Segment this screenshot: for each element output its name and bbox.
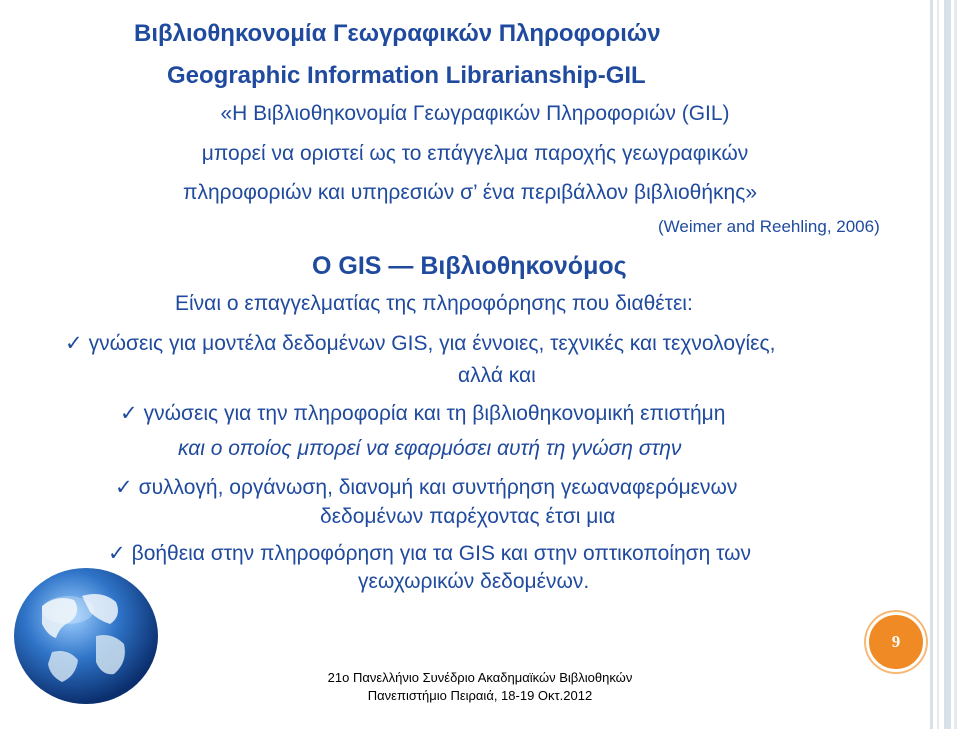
bullet-text: βοήθεια στην πληροφόρηση για τα GIS και στην οπτικοποίηση των bbox=[131, 542, 752, 565]
decor-stripe bbox=[930, 0, 933, 729]
quote-line-1: «Η Βιβλιοθηκονομία Γεωγραφικών Πληροφοριών (GIL) bbox=[220, 102, 730, 125]
section-heading: Ο GIS — Βιβλιοθηκονόμος bbox=[312, 252, 627, 280]
bullet-continuation: γεωχωρικών δεδομένων. bbox=[358, 570, 590, 593]
checkmark-icon: ✓ bbox=[108, 542, 126, 565]
slide-title-greek: Βιβλιοθηκονομία Γεωγραφικών Πληροφοριών bbox=[134, 20, 661, 47]
bullet-text: γνώσεις για μοντέλα δεδομένων GIS, για έννοιες, τεχνικές και τεχνολογίες, bbox=[88, 332, 776, 355]
bullet-continuation: δεδομένων παρέχοντας έτσι μια bbox=[320, 505, 616, 528]
bullet-item-2 bbox=[120, 401, 725, 426]
bullet-continuation: αλλά και bbox=[458, 364, 536, 387]
bullet-item-3 bbox=[115, 475, 737, 500]
page-number: 9 bbox=[891, 632, 901, 651]
bullet-text: συλλογή, οργάνωση, διανομή και συντήρηση γεωαναφερόμενων bbox=[138, 476, 738, 499]
quote-line-2: μπορεί να οριστεί ως το επάγγελμα παροχής γεωγραφικών bbox=[201, 142, 749, 165]
checkmark-icon: ✓ bbox=[120, 402, 138, 425]
bullet-item-1 bbox=[65, 331, 776, 356]
checkmark-icon: ✓ bbox=[65, 332, 83, 355]
bullet-text: γνώσεις για την πληροφορία και τη βιβλιοθηκονομική επιστήμη bbox=[143, 402, 726, 425]
bullet-continuation: και ο οποίος μπορεί να εφαρμόσει αυτή τη γνώση στην bbox=[178, 437, 682, 460]
intro-text: Είναι ο επαγγελματίας της πληροφόρησης που διαθέτει: bbox=[175, 292, 693, 315]
citation: (Weimer and Reehling, 2006) bbox=[658, 217, 880, 236]
bullet-item-4 bbox=[108, 541, 751, 566]
slide-title-english: Geographic Information Librarianship-GIL bbox=[167, 62, 646, 89]
decor-stripe bbox=[944, 0, 951, 729]
footer-conference: 21ο Πανελλήνιο Συνέδριο Ακαδημαϊκών Βιβλιοθηκών bbox=[327, 670, 633, 685]
decor-stripe bbox=[954, 0, 957, 729]
footer-venue-date: Πανεπιστήμιο Πειραιά, 18-19 Οκτ.2012 bbox=[367, 688, 593, 703]
decor-stripe bbox=[937, 0, 939, 729]
globe-image bbox=[12, 566, 160, 706]
quote-line-3: πληροφοριών και υπηρεσιών σ’ ένα περιβάλλον βιβλιοθήκης» bbox=[182, 181, 758, 204]
checkmark-icon: ✓ bbox=[115, 476, 133, 499]
page-number-badge bbox=[866, 612, 926, 672]
